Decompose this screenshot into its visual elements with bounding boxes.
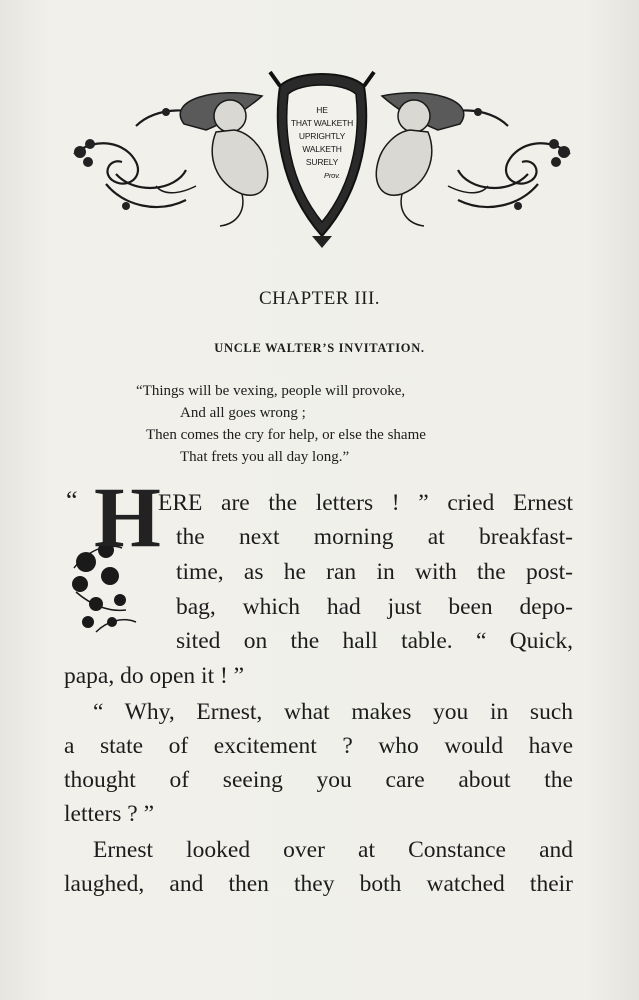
epigraph-line: That frets you all day long.” [180,449,350,465]
motto-line: SURELY [305,157,339,167]
body-line: papa, do open it ! ” [64,663,245,689]
body-line: “ Why, Ernest, what makes you in such [93,699,573,725]
epigraph-line: And all goes wrong ; [180,405,306,421]
chapter-number: CHAPTER III. [258,288,381,309]
body-line: laughed, and then they both watched their [64,871,573,897]
epigraph-line: Then comes the cry for help, or else the shame [146,427,426,443]
drop-cap-letter: H [94,469,161,565]
motto-line: WALKETH [302,144,342,154]
body-line: letters ? ” [64,801,155,827]
body-line: the next morning at breakfast- [176,524,573,550]
motto-line: UPRIGHTLY [298,131,346,141]
body-line: time, as he ran in with the post- [176,559,573,585]
motto-line: THAT WALKETH [290,118,354,128]
body-line: thought of seeing you care about the [64,767,573,793]
body-line: Ernest looked over at Constance and [93,837,573,863]
epigraph [136,380,556,468]
shield-motto [282,104,362,182]
epigraph-line: “Things will be vexing, people will provoke, [136,383,406,399]
chapter-title: UNCLE WALTER’S INVITATION. [214,341,425,355]
body-line: ERE are the letters ! ” cried Ernest [158,490,573,516]
body-line: sited on the hall table. “ Quick, [176,628,573,654]
body-line: a state of excitement ? who would have [64,733,573,759]
motto-line: HE [316,105,328,115]
motto-source: Prov. [324,171,340,180]
body-line: bag, which had just been depo- [176,594,573,620]
opening-quote: “ [66,486,78,515]
drop-cap-initial [66,469,161,642]
